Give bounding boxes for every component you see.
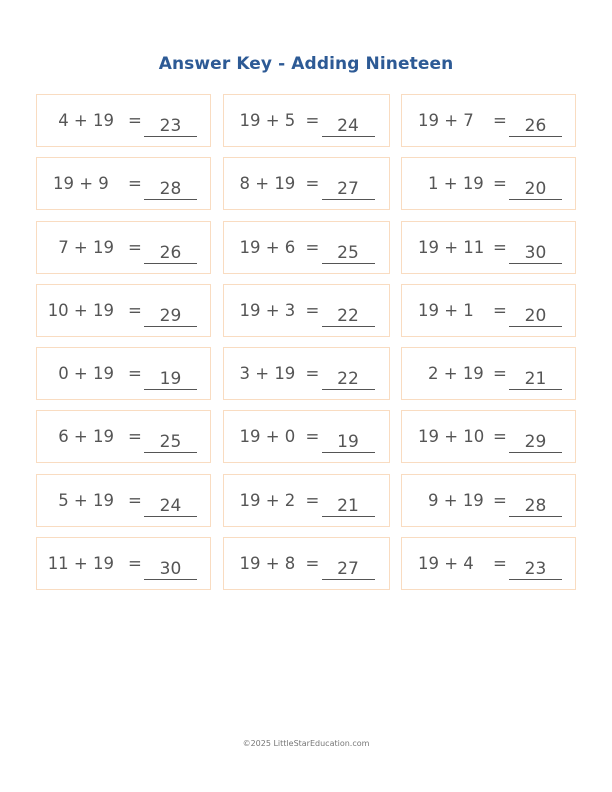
answer-blank: 29 [144,306,197,327]
answer-blank: 28 [509,496,562,517]
equals-sign: = [305,174,320,194]
problem-expression: 5 + 19 [58,490,114,510]
equals-sign: = [493,427,507,447]
answer-blank: 23 [144,116,197,137]
problem-expression: 4 + 19 [58,111,114,130]
answer-blank: 30 [144,559,197,580]
answer-blank: 26 [509,116,562,137]
equals-sign: = [493,364,507,384]
problem-card [401,474,576,527]
problem-card [223,221,390,274]
answer-blank: 27 [322,179,375,200]
equals-sign: = [128,490,142,510]
problem-card [401,221,576,274]
equals-sign: = [305,427,320,447]
equals-sign: = [128,174,142,194]
problem-expression: 8 + 19 [239,174,296,194]
equals-sign: = [493,111,507,130]
answer-blank: 20 [509,306,562,327]
problem-card [36,537,211,590]
problem-expression: 19 + 11 [418,237,485,257]
answer-blank: 21 [322,496,375,517]
equals-sign: = [305,490,320,510]
problem-expression: 3 + 19 [239,364,296,384]
answer-blank: 26 [144,243,197,264]
problem-expression: 19 + 5 [239,111,296,130]
problem-card [36,284,211,337]
problem-expression: 19 + 2 [239,490,296,510]
problem-expression: 19 + 4 [418,554,474,574]
problem-card [401,157,576,210]
problem-card [223,537,390,590]
problem-card [223,284,390,337]
equals-sign: = [493,554,507,574]
problem-card [36,94,211,147]
problem-card [36,474,211,527]
answer-blank: 25 [144,432,197,453]
problem-expression: 9 + 19 [428,490,484,510]
problem-expression: 19 + 9 [53,174,109,194]
problem-card [401,284,576,337]
problem-card [223,347,390,400]
equals-sign: = [128,364,142,384]
equals-sign: = [493,300,507,320]
problem-expression: 0 + 19 [58,364,114,384]
problem-expression: 7 + 19 [58,237,114,257]
answer-blank: 25 [322,243,375,264]
equals-sign: = [128,554,142,574]
equals-sign: = [128,237,142,257]
equals-sign: = [305,554,320,574]
problem-expression: 19 + 8 [239,554,296,574]
problem-expression: 2 + 19 [428,364,484,384]
equals-sign: = [305,300,320,320]
answer-blank: 23 [509,559,562,580]
equals-sign: = [493,237,507,257]
equals-sign: = [493,490,507,510]
problem-expression: 11 + 19 [47,554,114,574]
problem-expression: 19 + 1 [418,300,474,320]
answer-blank: 19 [144,369,197,390]
answer-blank: 27 [322,559,375,580]
answer-blank: 24 [322,116,375,137]
answer-blank: 28 [144,179,197,200]
answer-blank: 29 [509,432,562,453]
equals-sign: = [305,111,320,130]
problem-card [36,221,211,274]
problem-expression: 1 + 19 [428,174,484,194]
problem-expression: 6 + 19 [58,427,114,447]
equals-sign: = [305,237,320,257]
answer-blank: 20 [509,179,562,200]
problem-card [401,410,576,463]
answer-blank: 22 [322,306,375,327]
problem-card [401,347,576,400]
problem-expression: 19 + 3 [239,300,296,320]
problem-expression: 19 + 6 [239,237,296,257]
problem-card [223,410,390,463]
answer-blank: 24 [144,496,197,517]
answer-blank: 19 [322,432,375,453]
answer-blank: 22 [322,369,375,390]
problem-card [36,157,211,210]
equals-sign: = [128,111,142,130]
problem-card [401,94,576,147]
answer-blank: 30 [509,243,562,264]
problem-card [36,410,211,463]
problem-card [223,157,390,210]
answer-blank: 21 [509,369,562,390]
equals-sign: = [128,427,142,447]
problem-card [223,94,390,147]
problem-expression: 19 + 0 [239,427,296,447]
footer-copyright: ©2025 LittleStarEducation.com [242,739,370,748]
problem-expression: 19 + 10 [418,427,485,447]
problem-expression: 10 + 19 [47,300,114,320]
problem-card [223,474,390,527]
equals-sign: = [493,174,507,194]
problem-card [36,347,211,400]
problem-grid [36,94,576,590]
page-title: Answer Key - Adding Nineteen [158,54,454,74]
problem-card [401,537,576,590]
equals-sign: = [128,300,142,320]
equals-sign: = [305,364,320,384]
problem-expression: 19 + 7 [418,111,474,130]
